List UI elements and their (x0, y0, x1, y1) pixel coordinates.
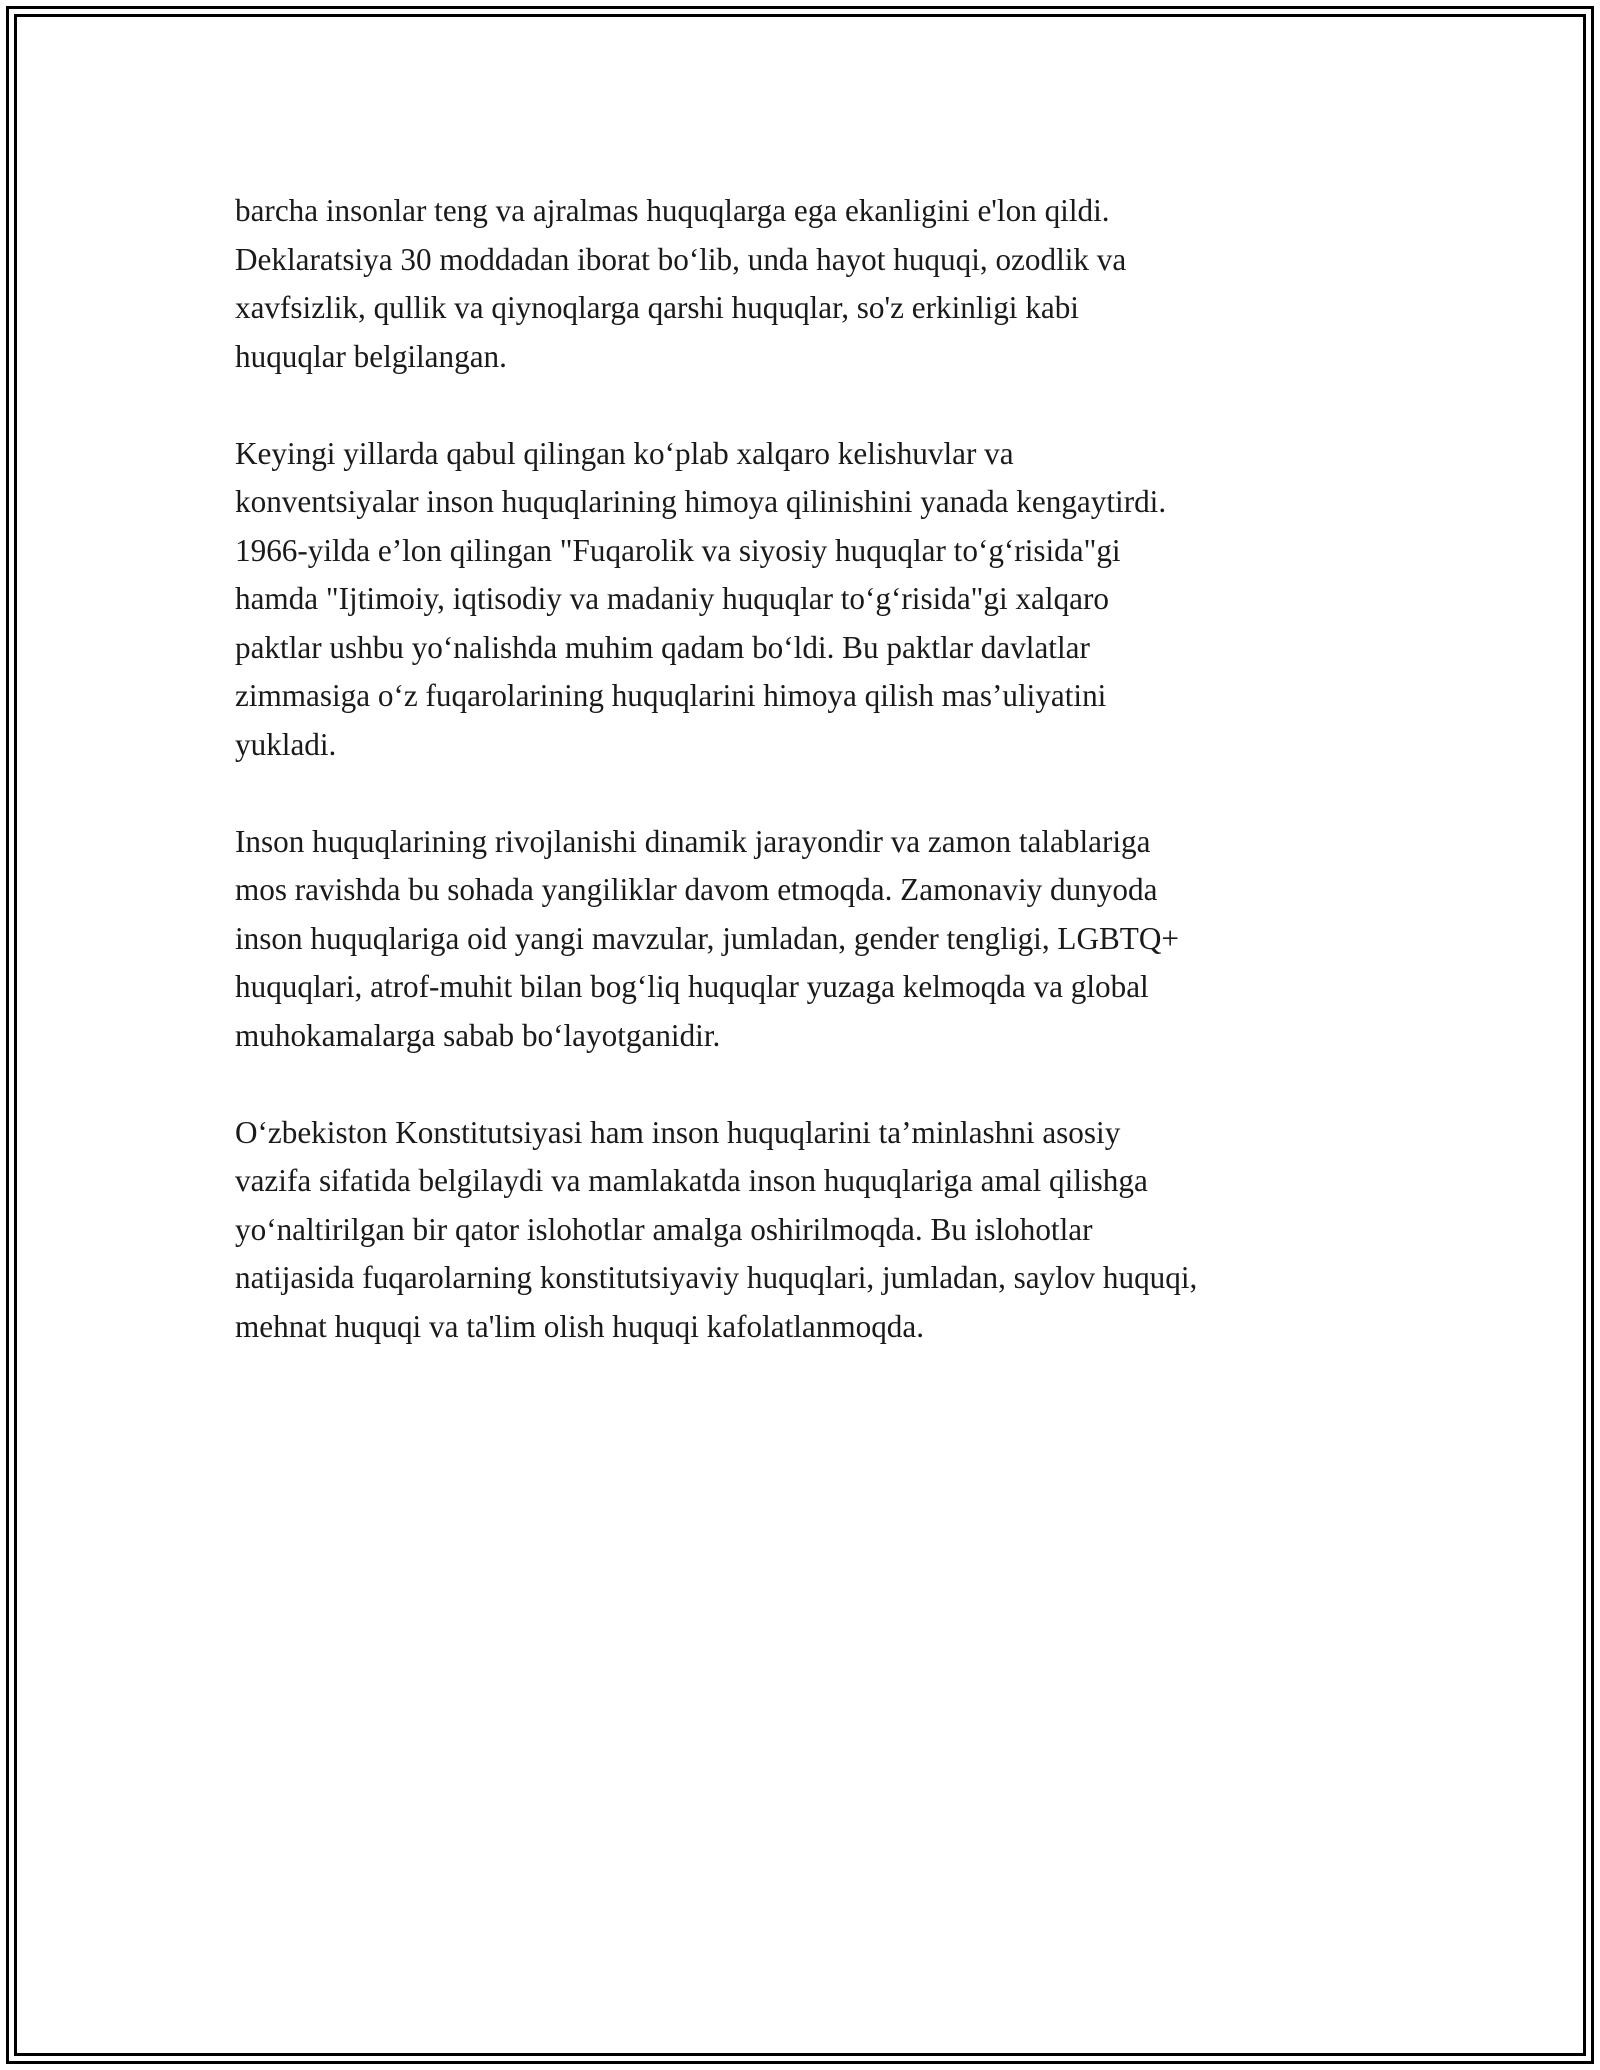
text-line: vazifa sifatida belgilaydi va mamlakatda inson huquqlariga amal qilishga (235, 1163, 1148, 1198)
text-line: Keyingi yillarda qabul qilingan ko‘plab xalqaro kelishuvlar va (235, 435, 1014, 471)
text-line: huquqlar belgilangan. (235, 338, 507, 374)
text-line: paktlar ushbu yo‘nalishda muhim qadam bo‘ldi. Bu paktlar davlatlar (235, 629, 1090, 665)
text-line: huquqlari, atrof-muhit bilan bog‘liq huquqlar yuzaga kelmoqda va global (235, 969, 1149, 1004)
text-line: mehnat huquqi va ta'lim olish huquqi kafolatlanmoqda. (235, 1308, 925, 1344)
paragraph-1 (235, 187, 1375, 381)
paragraph-3 (235, 818, 1375, 1061)
text-line: inson huquqlariga oid yangi mavzular, jumladan, gender tengligi, LGBTQ+ (235, 920, 1179, 956)
document-body (235, 187, 1375, 1400)
text-line: yo‘naltirilgan bir qator islohotlar amalga oshirilmoqda. Bu islohotlar (235, 1211, 1093, 1247)
text-line: zimmasiga o‘z fuqarolarining huquqlarini himoya qilish mas’uliyatini (235, 678, 1107, 713)
text-line: hamda "Ijtimoiy, iqtisodiy va madaniy huquqlar to‘g‘risida"gi xalqaro (235, 581, 1109, 616)
text-line: mos ravishda bu sohada yangiliklar davom etmoqda. Zamonaviy dunyoda (235, 872, 1158, 907)
text-line: muhokamalarga sabab bo‘layotganidir. (235, 1017, 721, 1053)
text-line: 1966-yilda e’lon qilingan "Fuqarolik va siyosiy huquqlar to‘g‘risida"gi (235, 532, 1121, 568)
text-line: Deklaratsiya 30 moddadan iborat bo‘lib, unda hayot huquqi, ozodlik va (235, 241, 1127, 277)
text-line: natijasida fuqarolarning konstitutsiyaviy huquqlari, jumladan, saylov huquqi, (235, 1260, 1198, 1295)
text-line: konventsiyalar inson huquqlarining himoya qilinishini yanada kengaytirdi. (235, 484, 1167, 519)
text-line: xavfsizlik, qullik va qiynoqlarga qarshi huquqlar, so'z erkinligi kabi (235, 290, 1079, 325)
text-line: barcha insonlar teng va ajralmas huquqlarga ega ekanligini e'lon qildi. (235, 193, 1110, 228)
text-line: O‘zbekiston Konstitutsiyasi ham inson huquqlarini ta’minlashni asosiy (235, 1114, 1121, 1150)
text-line: Inson huquqlarining rivojlanishi dinamik jarayondir va zamon talablariga (235, 823, 1151, 859)
paragraph-2 (235, 430, 1375, 770)
paragraph-4 (235, 1109, 1375, 1352)
text-line: yukladi. (235, 726, 337, 762)
